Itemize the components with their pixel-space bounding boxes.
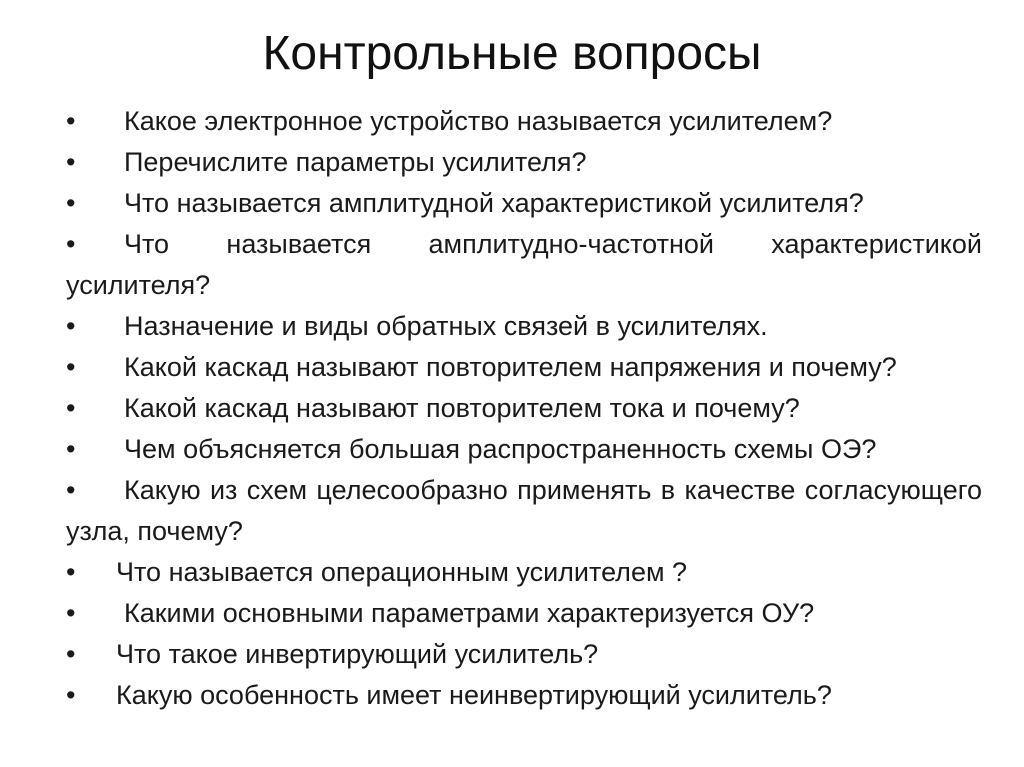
page-title: Контрольные вопросы xyxy=(262,27,762,80)
question-text: Какую особенность имеет неинвертирующий усилитель? xyxy=(116,680,832,710)
bullet-icon: • xyxy=(66,434,76,464)
list-item xyxy=(66,347,982,388)
list-item xyxy=(66,429,982,470)
bullet-icon: • xyxy=(66,352,76,382)
question-text: Что называется амплитудной характеристикой усилителя? xyxy=(124,188,864,218)
list-item xyxy=(66,675,982,716)
bullet-icon: • xyxy=(66,393,76,423)
question-text: Перечислите параметры усилителя? xyxy=(124,147,587,177)
bullet-icon: • xyxy=(66,639,76,669)
list-item xyxy=(66,101,982,142)
bullet-icon: • xyxy=(66,147,76,177)
question-list xyxy=(66,101,982,716)
bullet-icon: • xyxy=(66,188,76,218)
question-text: Какое электронное устройство называется усилителем? xyxy=(124,106,833,136)
bullet-icon: • xyxy=(66,598,76,628)
question-text: Чем объясняется большая распространенность схемы ОЭ? xyxy=(124,434,877,464)
list-item xyxy=(66,470,982,552)
bullet-icon: • xyxy=(66,229,76,259)
list-item xyxy=(66,552,982,593)
list-item xyxy=(66,142,982,183)
question-text: Какой каскад называют повторителем тока и почему? xyxy=(124,393,800,423)
list-item xyxy=(66,634,982,675)
bullet-icon: • xyxy=(66,311,76,341)
question-text: Какой каскад называют повторителем напряжения и почему? xyxy=(124,352,897,382)
bullet-icon: • xyxy=(66,680,76,710)
question-text: Какими основными параметрами характеризуется ОУ? xyxy=(124,598,815,628)
list-item xyxy=(66,306,982,347)
question-text: Какую из схем целесообразно применять в качестве согласующего узла, почему? xyxy=(66,475,982,546)
question-text: Что такое инвертирующий усилитель? xyxy=(116,639,599,669)
list-item xyxy=(66,183,982,224)
question-text: Что называется операционным усилителем ? xyxy=(116,557,688,587)
list-item xyxy=(66,388,982,429)
question-text: Назначение и виды обратных связей в усилителях. xyxy=(124,311,768,341)
list-item xyxy=(66,224,982,306)
bullet-icon: • xyxy=(66,475,76,505)
question-text: Что называется амплитудно-частотной характеристикой усилителя? xyxy=(66,229,982,300)
list-item xyxy=(66,593,982,634)
bullet-icon: • xyxy=(66,106,76,136)
bullet-icon: • xyxy=(66,557,76,587)
